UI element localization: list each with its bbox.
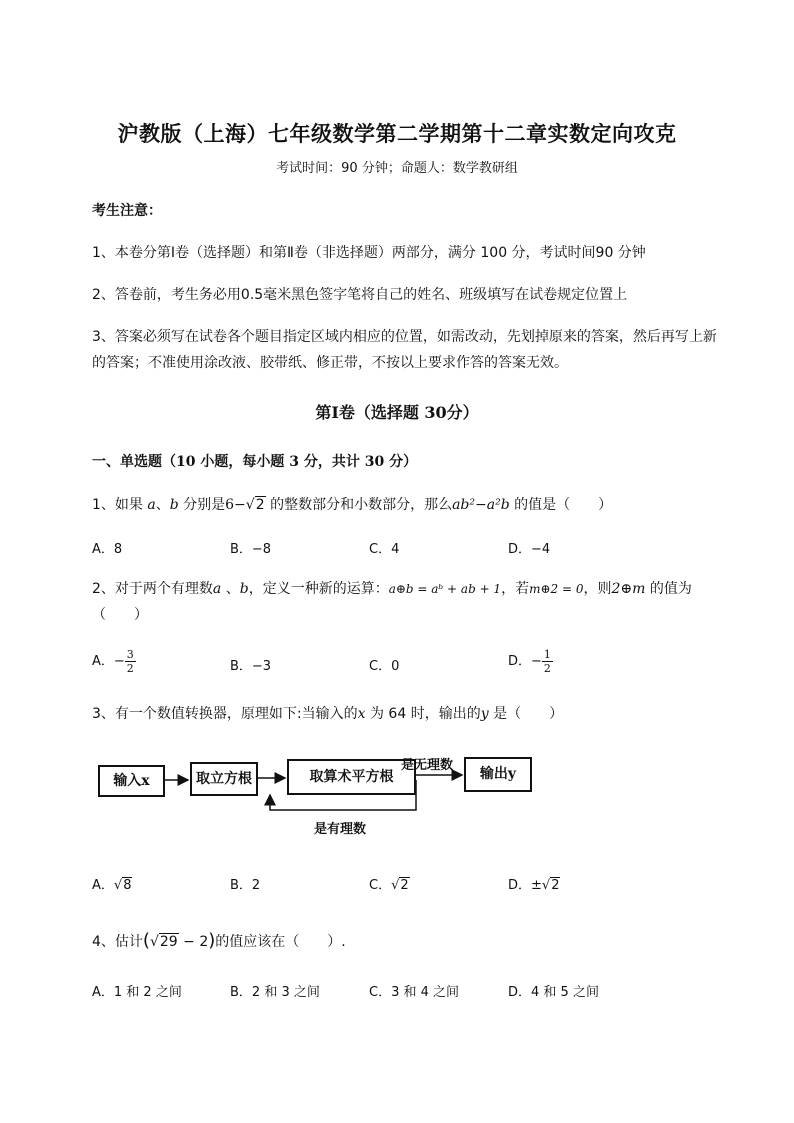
box-cube-root: 取立方根: [190, 762, 258, 796]
q4-option-b[interactable]: B．2 和 3 之间: [230, 985, 320, 1000]
q3-option-a[interactable]: A．√8: [92, 878, 132, 893]
question-2-paren: （ ）: [92, 607, 148, 623]
label-rational: 是有理数: [314, 822, 367, 837]
q1-option-a[interactable]: A．8: [92, 542, 123, 557]
q4-option-d[interactable]: D．4 和 5 之间: [508, 985, 599, 1000]
question-2: 2、对于两个有理数a 、b，定义一种新的运算：a⊕b = aᵇ + ab + 1，若m⊕2 = 0，则2⊕m 的值为: [92, 581, 692, 597]
q2-option-c[interactable]: C．0: [369, 659, 400, 674]
q3-option-d[interactable]: D．±√2: [508, 878, 560, 893]
notice-heading: 考生注意：: [92, 203, 162, 219]
q2-option-b[interactable]: B．−3: [230, 659, 272, 674]
q1-option-b[interactable]: B．−8: [230, 542, 272, 557]
q4-option-a[interactable]: A．1 和 2 之间: [92, 985, 182, 1000]
q1-option-c[interactable]: C．4: [369, 542, 400, 557]
notice-item-3-cont: 的答案；不准使用涂改液、胶带纸、修正带，不按以上要求作答的答案无效。: [92, 355, 568, 371]
notice-item-1: 1、本卷分第Ⅰ卷（选择题）和第Ⅱ卷（非选择题）两部分，满分 100 分，考试时间90 分钟: [92, 245, 646, 261]
q2-option-a[interactable]: A．− $\frac{3}{2}$: [92, 648, 134, 675]
question-4: 4、估计(√29 − 2)的值应该在（ ）.: [92, 930, 346, 951]
question-1: 1、如果 a、b 分别是6−√2 的整数部分和小数部分，那么ab²−a²b 的值是（ ）: [92, 497, 613, 513]
part-heading: 一、单选题（10 小题，每小题 3 分，共计 30 分）: [92, 454, 418, 470]
q3-option-c[interactable]: C．√2: [369, 878, 409, 893]
box-square-root: 取算术平方根: [287, 759, 416, 795]
q3-option-b[interactable]: B．2: [230, 878, 261, 893]
notice-item-3: 3、答案必须写在试卷各个题目指定区域内相应的位置，如需改动，先划掉原来的答案，然后再写上新: [92, 329, 717, 345]
exam-info: 考试时间：90 分钟；命题人：数学教研组: [276, 161, 518, 176]
q4-option-c[interactable]: C．3 和 4 之间: [369, 985, 460, 1000]
question-3: 3、有一个数值转换器，原理如下:当输入的x 为 64 时，输出的y 是（ ）: [92, 706, 564, 722]
box-input: 输入x: [98, 765, 165, 797]
q1-option-d[interactable]: D．−4: [508, 542, 551, 557]
section-title: 第Ⅰ卷（选择题 30分）: [315, 403, 479, 422]
notice-item-2: 2、答卷前，考生务必用0.5毫米黑色签字笔将自己的姓名、班级填写在试卷规定位置上: [92, 287, 628, 303]
label-irrational: 是无理数: [401, 758, 454, 773]
q2-option-d[interactable]: D．− $\frac{1}{2}$: [508, 648, 551, 675]
box-output: 输出y: [464, 757, 532, 792]
page-title: 沪教版（上海）七年级数学第二学期第十二章实数定向攻克: [117, 121, 677, 146]
